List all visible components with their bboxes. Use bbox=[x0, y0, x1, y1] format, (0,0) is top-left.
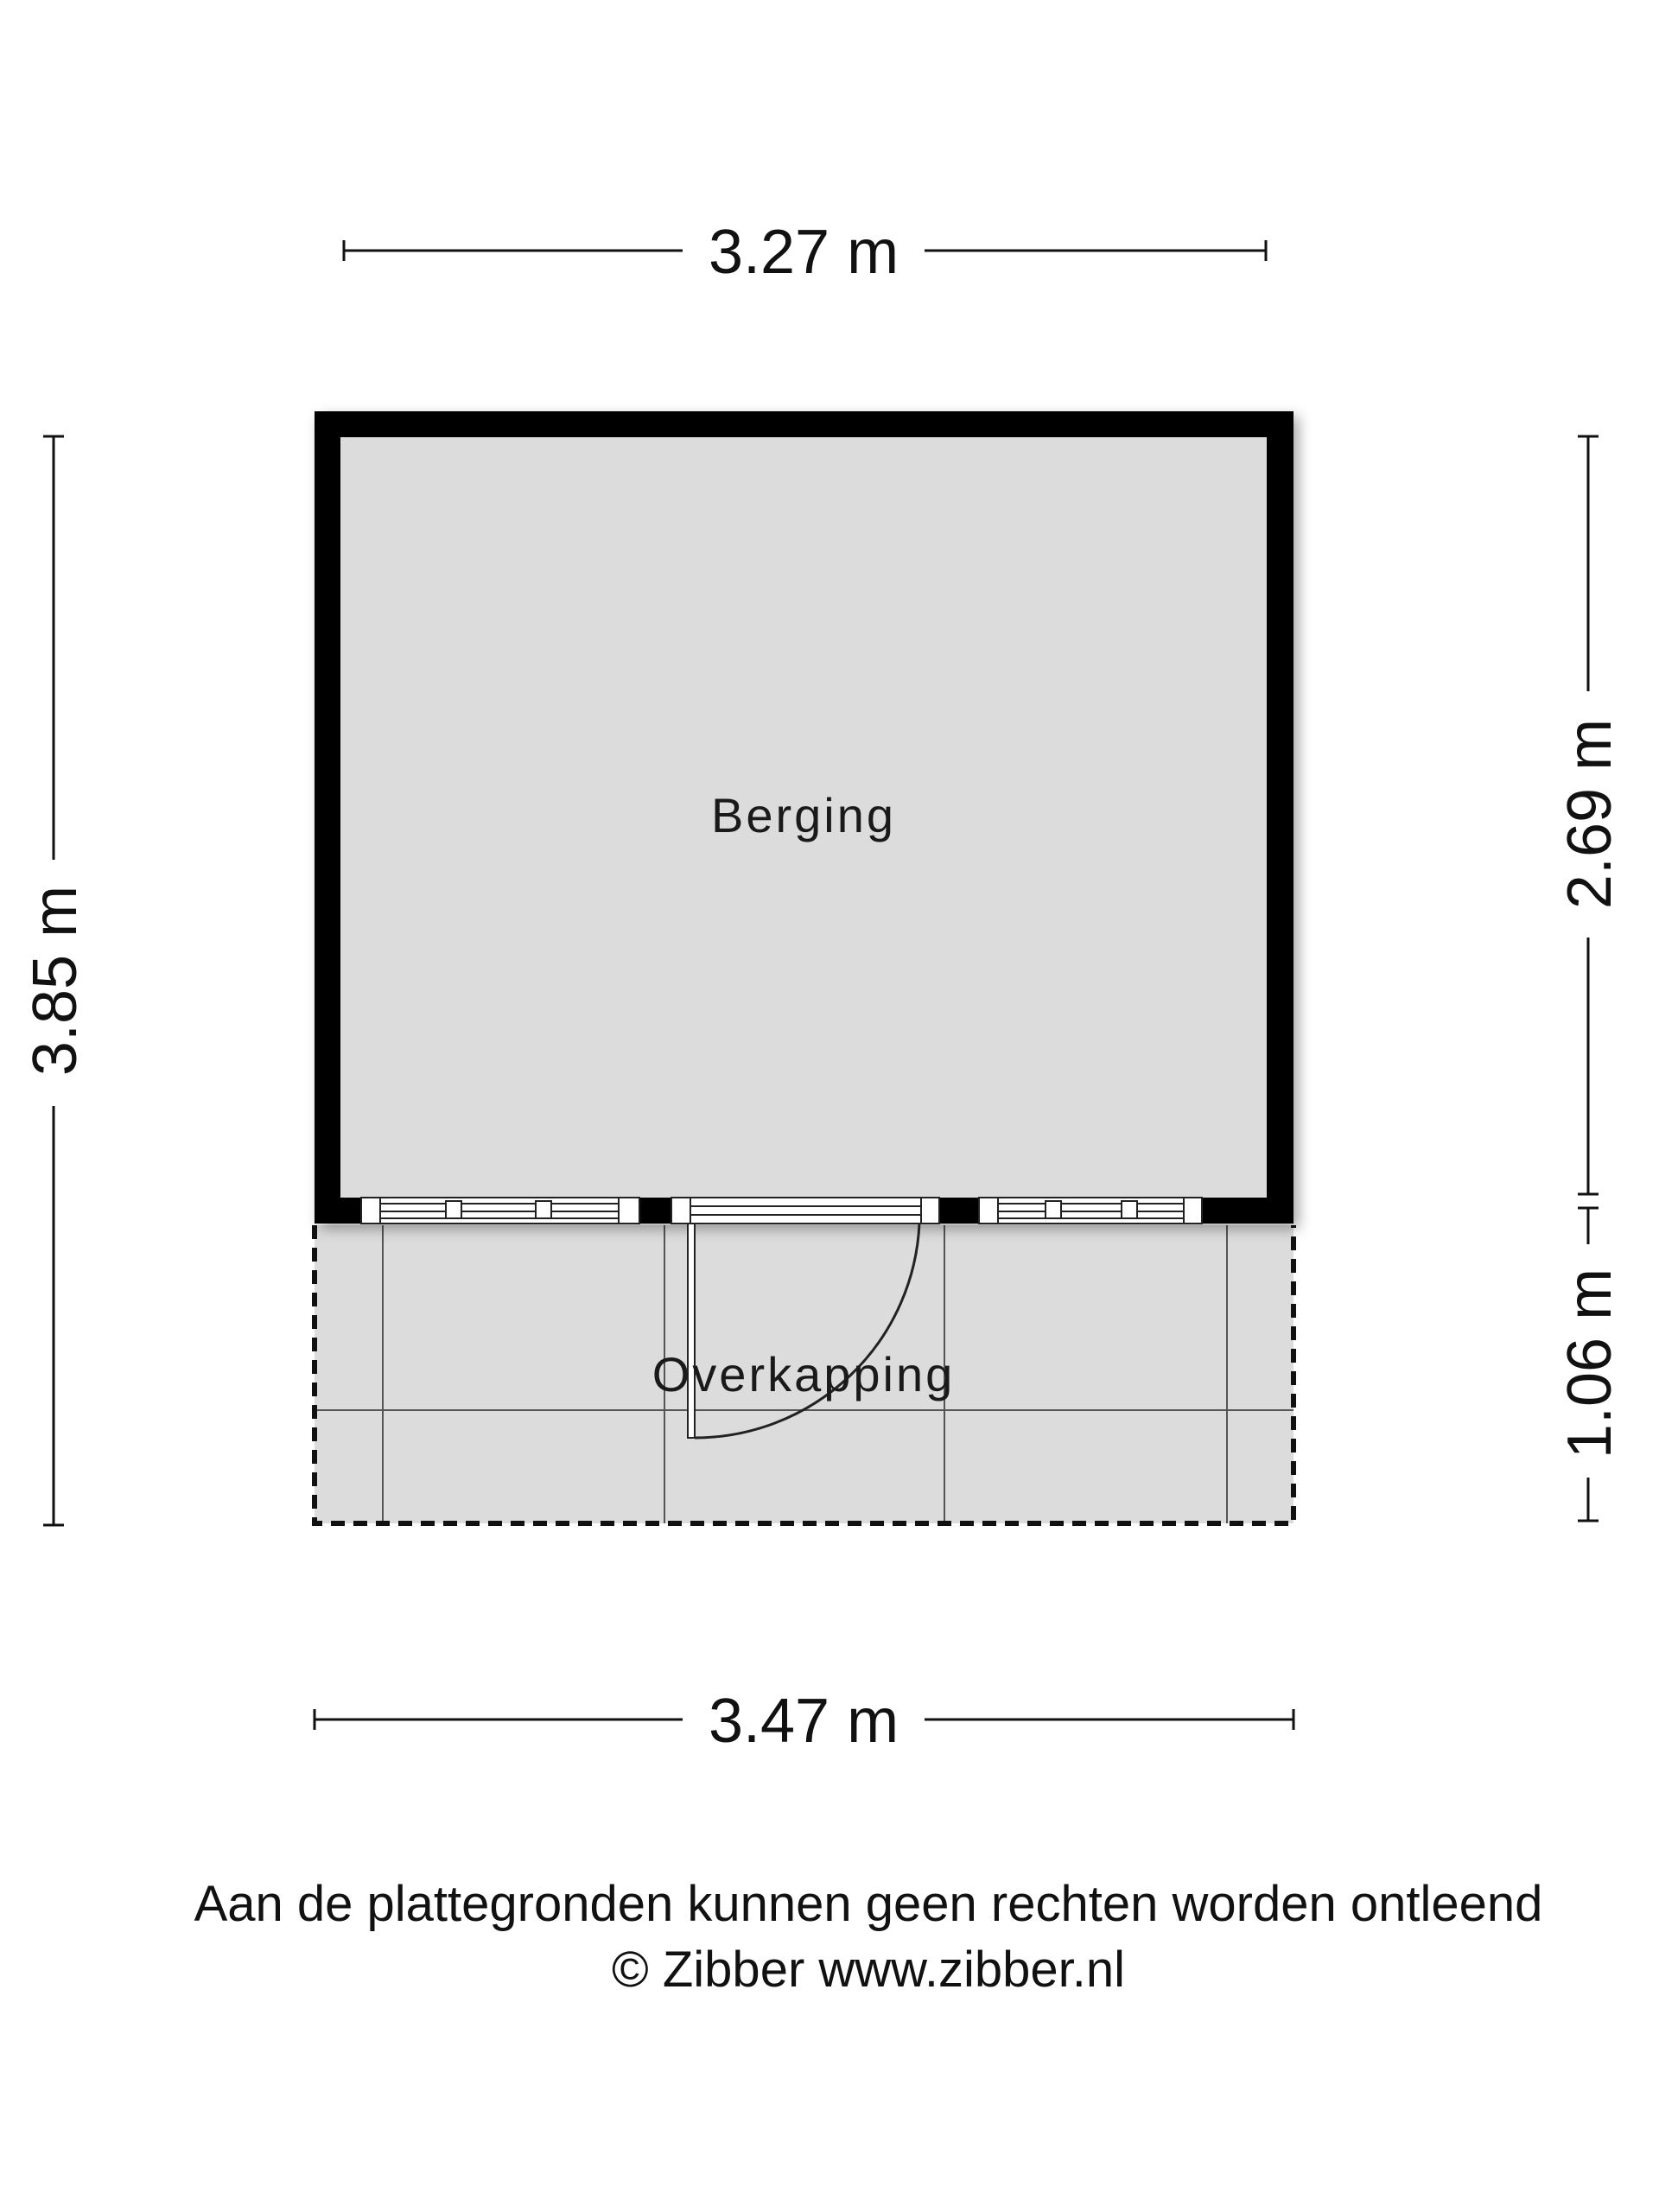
dimension-top-label: 3.27 m bbox=[708, 218, 899, 287]
dimension-right-upper-label: 2.69 m bbox=[1555, 718, 1624, 910]
dimension-left-label: 3.85 m bbox=[21, 885, 90, 1077]
door-opening bbox=[671, 1198, 939, 1224]
dimension-bottom-label: 3.47 m bbox=[708, 1687, 899, 1756]
window-left bbox=[361, 1198, 639, 1224]
dimension-right-lower-label: 1.06 m bbox=[1555, 1268, 1624, 1459]
dimension-top bbox=[344, 218, 1266, 287]
dimension-bottom bbox=[315, 1687, 1294, 1756]
dimension-left bbox=[21, 436, 90, 1525]
copyright-text: © Zibber www.zibber.nl bbox=[612, 1942, 1125, 1998]
dimension-right bbox=[1555, 436, 1624, 1521]
room-label-overkapping: Overkapping bbox=[652, 1347, 956, 1402]
window-right bbox=[979, 1198, 1202, 1224]
disclaimer-text: Aan de plattegronden kunnen geen rechten worden ontleend bbox=[194, 1876, 1543, 1932]
room-label-berging: Berging bbox=[710, 788, 897, 842]
